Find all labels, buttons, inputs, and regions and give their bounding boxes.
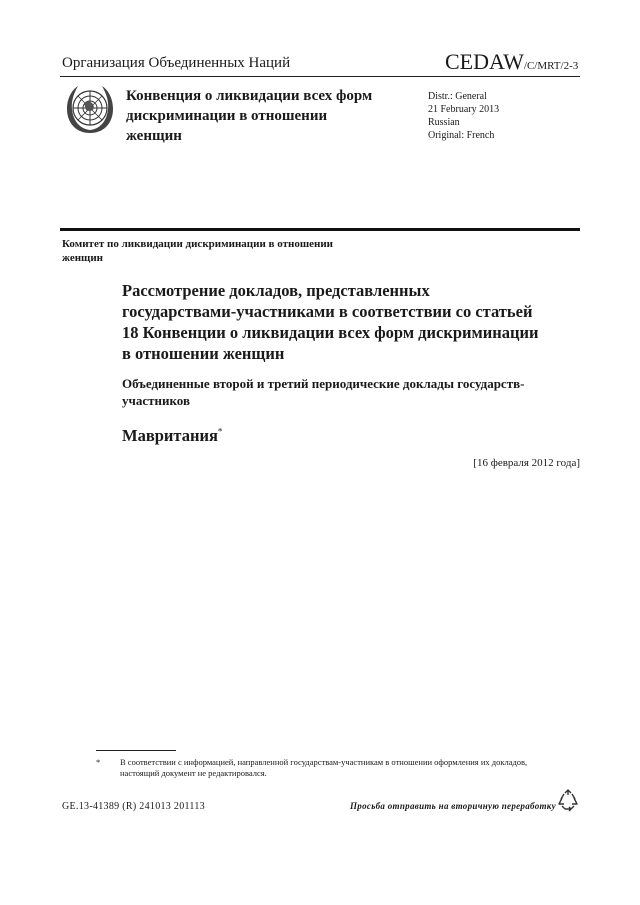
- distr-date: 21 February 2013: [428, 104, 500, 115]
- document-title: Рассмотрение докладов, представленных государствами-участниками в соответствии со статьей 18 Конвенции о ликвидации всех форм дискриминации в отношении женщин: [122, 281, 539, 363]
- convention-title: Конвенция о ликвидации всех форм дискриминации в отношении женщин: [126, 88, 373, 144]
- document-subtitle: Объединенные второй и третий периодические доклады государств-участников: [122, 376, 525, 408]
- recycle-icon: [556, 789, 580, 813]
- organization-name: Организация Объединенных Наций: [62, 55, 291, 71]
- distr-original: Original: French: [428, 130, 495, 141]
- footnote-ref: *: [217, 426, 223, 437]
- footnote-text: В соответствии с информацией, направленной государствам-участникам в отношении оформления их докладов, настоящий документ не редактировался.: [120, 757, 528, 778]
- document-id: GE.13-41389 (R) 241013 201113: [62, 801, 205, 812]
- country-name: Мавритания: [122, 426, 218, 445]
- committee-name: Комитет по ликвидации дискриминации в отношении женщин: [62, 238, 334, 264]
- distribution-block: [428, 90, 499, 142]
- report-date: [16 февраля 2012 года]: [473, 457, 580, 469]
- footnote: [96, 757, 536, 779]
- symbol-suffix: /C/MRT/2-3: [523, 60, 579, 72]
- recycle-note: Просьба отправить на вторичную переработку: [350, 801, 556, 811]
- distr-language: Russian: [428, 117, 460, 128]
- footnote-marker: *: [96, 757, 101, 767]
- header-rule: [60, 76, 580, 77]
- symbol-main: CEDAW: [445, 49, 524, 74]
- distr-line: Distr.: General: [428, 91, 487, 102]
- section-rule: [60, 228, 580, 231]
- country-heading: [122, 426, 222, 446]
- footnote-rule: [96, 750, 176, 751]
- document-symbol: [445, 49, 578, 75]
- un-emblem-icon: [64, 83, 116, 135]
